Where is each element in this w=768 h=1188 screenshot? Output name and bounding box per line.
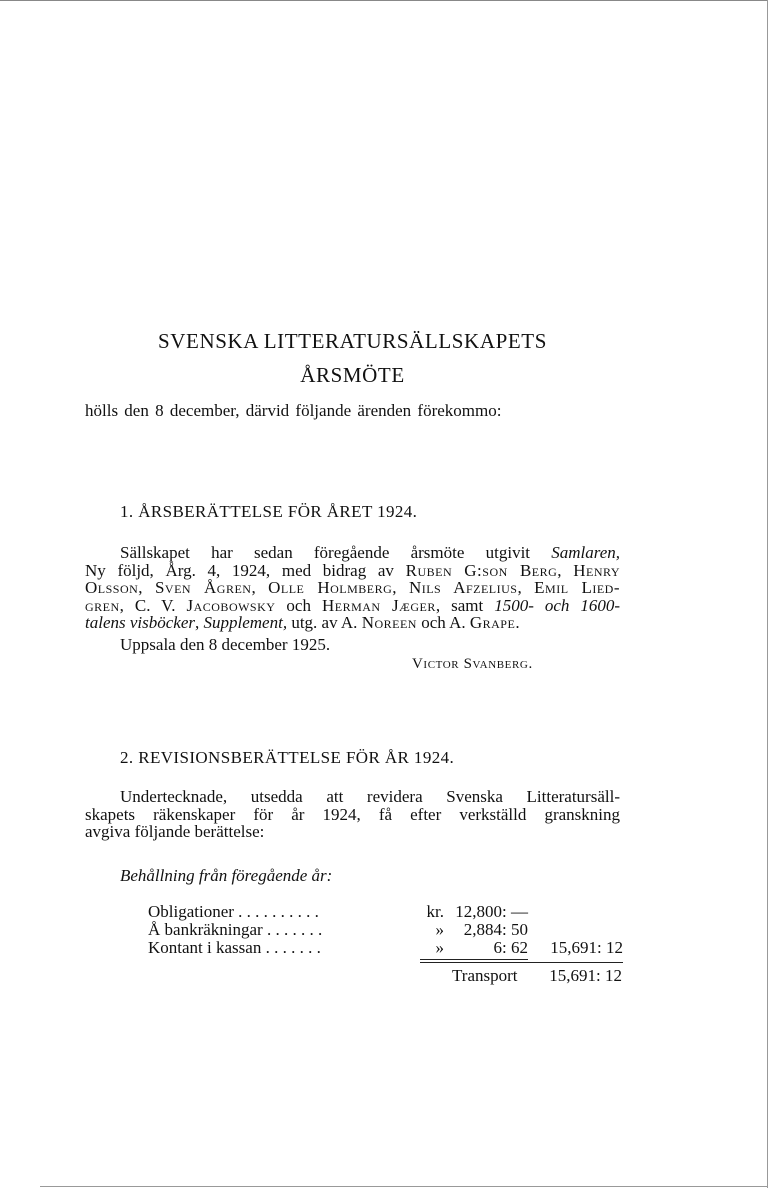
ledger-label: Kontant i kassan . . . . . . . — [148, 938, 321, 957]
section-1-heading: 1. ÅRSBERÄTTELSE FÖR ÅRET 1924. — [120, 502, 418, 521]
section-2-heading: 2. REVISIONSBERÄTTELSE FÖR ÅR 1924. — [120, 748, 455, 767]
transport-value: 15,691: 12 — [549, 966, 622, 985]
ledger-row — [148, 938, 623, 956]
author-name: Emil Lied- — [534, 578, 620, 598]
italic-title: Supplement, — [203, 613, 288, 633]
author-name: Jacobowsky — [186, 595, 276, 615]
page-edge-bottom — [40, 1186, 768, 1187]
ledger-label: Obligationer . . . . . . . . . . — [148, 902, 319, 921]
ledger-mark: » — [435, 938, 444, 957]
section-1-paragraph — [85, 544, 620, 632]
transport-label: Transport — [452, 966, 518, 985]
author-name: Ruben G:son Berg — [405, 560, 558, 580]
paragraph-line: gren, C. V. Jacobowsky och Herman Jæger, samt 1500- och 1600- — [85, 595, 621, 615]
paragraph-line: Ny följd, Årg. 4, 1924, med bidrag av Ruben G:son Berg, Henry — [85, 560, 620, 580]
ledger-amount: 6: 62 — [493, 938, 528, 957]
ledger-mark: kr. — [426, 902, 444, 921]
author-name: gren — [85, 595, 120, 615]
author-name: Herman Jæger — [321, 595, 436, 615]
paragraph-line: avgiva följande berättelse: — [85, 822, 265, 842]
italic-title: Samlaren, — [551, 543, 620, 562]
ledger-amount: 12,800: — — [455, 902, 528, 921]
sum-rule — [420, 959, 528, 960]
paragraph-line: skapets räkenskaper för år 1924, få efter verkställd granskning — [85, 804, 620, 824]
author-name: Sven Ågren — [154, 578, 252, 598]
author-name: Noreen — [361, 613, 417, 633]
ledger-row — [148, 920, 623, 938]
balance-subheading: Behållning från föregående år: — [120, 866, 333, 885]
document-subtitle: ÅRSMÖTE — [300, 363, 405, 387]
sum-rule-double — [420, 962, 623, 963]
author-name: Olsson — [85, 578, 139, 598]
author-name: Olle Holmberg — [268, 578, 393, 598]
page-edge-top — [0, 0, 768, 1]
ledger-amount: 2,884: 50 — [463, 920, 528, 939]
paragraph-line: Olsson, Sven Ågren, Olle Holmberg, Nils Afzelius, Emil Lied- — [85, 578, 620, 598]
paragraph-line: talens visböcker, Supplement, utg. av A. Noreen och A. Grape. — [85, 613, 520, 633]
paragraph-line: Undertecknade, utsedda att revidera Svenska Litteratursäll- — [120, 787, 620, 806]
author-name: Henry — [573, 560, 620, 580]
ledger-label: Å bankräkningar . . . . . . . — [148, 920, 323, 939]
author-name: Nils Afzelius — [408, 578, 518, 598]
ledger-row — [148, 902, 623, 920]
intro-sentence: hölls den 8 december, därvid följande ärenden förekommo: — [85, 401, 502, 420]
italic-title: 1500- och 1600- — [494, 595, 621, 615]
signature: Victor Svanberg. — [412, 656, 533, 672]
section-2-paragraph — [85, 788, 620, 841]
italic-title: talens visböcker — [85, 613, 195, 633]
ledger-total: 15,691: 12 — [550, 938, 623, 957]
ledger-mark: » — [435, 920, 444, 939]
place-date-line: Uppsala den 8 december 1925. — [120, 635, 331, 654]
document-title: SVENSKA LITTERATURSÄLLSKAPETS — [157, 329, 547, 353]
paragraph-line: Sällskapet har sedan föregående årsmöte utgivit Samlaren, — [120, 543, 620, 562]
author-name: Grape — [469, 613, 516, 633]
